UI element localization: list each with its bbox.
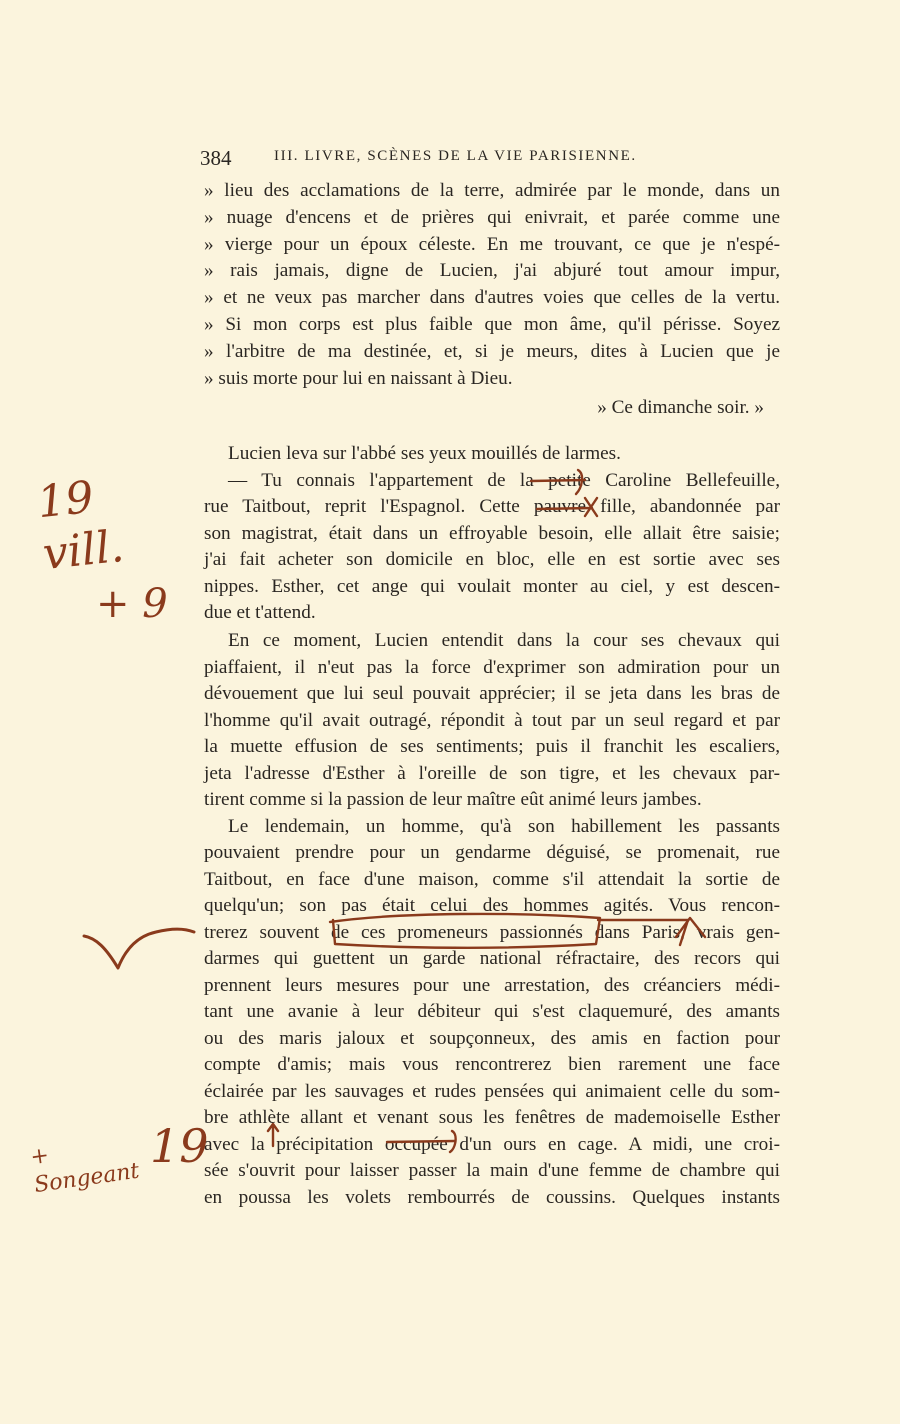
text-line: Taitbout, en face d'une maison, comme s'il attendait la sortie de — [204, 868, 780, 890]
text-line: nippes. Esther, cet ange qui voulait monter au ciel, y est descen- — [204, 575, 780, 597]
text-line: » vierge pour un époux céleste. En me trouvant, ce que je n'espé- — [204, 233, 780, 255]
text-line: — Tu connais l'appartement de la petite Caroline Bellefeuille, — [228, 469, 780, 491]
text-line: rue Taitbout, reprit l'Espagnol. Cette pauvre fille, abandonnée par — [204, 496, 780, 517]
text-line: j'ai fait acheter son domicile en bloc, elle en est sortie avec ses — [204, 549, 780, 570]
text-line: jeta l'adresse d'Esther à l'oreille de son tigre, et les chevaux par- — [204, 762, 780, 784]
text-line: darmes qui guettent un garde national réfractaire, des recors qui — [204, 948, 780, 969]
margin-note-1 — [34, 470, 180, 628]
text-line: tant une avanie à leur débiteur qui s'est claquemuré, des amants — [204, 1001, 780, 1022]
letter-signature: » Ce dimanche soir. » — [597, 397, 764, 418]
text-line: » et ne veux pas marcher dans d'autres voies que celles de la vertu. — [204, 287, 780, 309]
text-line: en poussa les volets rembourrés de coussins. Quelques instants — [204, 1186, 780, 1208]
text-line: tirent comme si la passion de leur maître eût animé leurs jambes. — [204, 789, 702, 810]
text-line: » lieu des acclamations de la terre, admirée par le monde, dans un — [204, 180, 780, 201]
page-number: 384 — [200, 146, 232, 170]
text-line: sée s'ouvrit pour laisser passer la main d'une femme de chambre qui — [204, 1160, 780, 1181]
margin-note-1-top: 19 vill. — [34, 471, 127, 581]
text-line: En ce moment, Lucien entendit dans la cour ses chevaux qui — [228, 630, 780, 651]
text-line: la muette effusion de ses sentiments; puis il franchit les escaliers, — [204, 736, 780, 757]
text-line: due et t'attend. — [204, 602, 316, 623]
text-line: Le lendemain, un homme, qu'à son habillement les passants — [228, 815, 780, 837]
margin-note-3-left: + Songeant — [28, 1143, 141, 1199]
text-line: Lucien leva sur l'abbé ses yeux mouillés de larmes. — [228, 443, 621, 464]
text-line: » nuage d'encens et de prières qui enivrait, et parée comme une — [204, 206, 780, 228]
text-line: dévouement que lui seul pouvait apprécier; il se jeta dans les bras de — [204, 683, 780, 704]
running-header — [200, 146, 780, 174]
margin-note-1-bottom: + 9 — [96, 581, 168, 627]
text-line: ou des maris jaloux et soupçonneux, des amis en faction pour — [204, 1027, 780, 1049]
text-line: éclairée par les sauvages et rudes pensées qui animaient celle du som- — [204, 1080, 780, 1102]
running-head: III. LIVRE, SCÈNES DE LA VIE PARISIENNE. — [274, 148, 637, 164]
check-mark-icon — [76, 918, 216, 998]
text-line: » suis morte pour lui en naissant à Dieu. — [204, 367, 513, 389]
text-line: son magistrat, était dans un effroyable besoin, elle allait être saisie; — [204, 522, 780, 544]
text-line: avec la précipitation occupée d'un ours en cage. A midi, une croi- — [204, 1133, 780, 1155]
margin-note-3-right: 19 — [150, 1119, 209, 1173]
text-line: prennent leurs mesures pour une arrestation, des créanciers médi- — [204, 974, 780, 996]
text-line: quelqu'un; son pas était celui des hommes agités. Vous rencon- — [204, 895, 780, 916]
text-line: compte d'amis; mais vous rencontrerez bien rarement une face — [204, 1054, 780, 1075]
text-line: piaffaient, il n'eut pas la force d'exprimer son admiration pour un — [204, 656, 780, 678]
text-line: bre athlète allant et venant sous les fenêtres de mademoiselle Esther — [204, 1107, 780, 1128]
text-line: » Si mon corps est plus faible que mon âme, qu'il périsse. Soyez — [204, 314, 780, 335]
text-line: » l'arbitre de ma destinée, et, si je meurs, dites à Lucien que je — [204, 340, 780, 362]
text-line: l'homme qu'il avait outragé, répondit à tout par un seul regard et par — [204, 709, 780, 731]
text-line: pouvaient prendre pour un gendarme déguisé, se promenait, rue — [204, 842, 780, 863]
text-line: trerez souvent de ces promeneurs passionnés dans Paris, vrais gen- — [204, 921, 780, 943]
text-line: » rais jamais, digne de Lucien, j'ai abjuré tout amour impur, — [204, 260, 780, 282]
